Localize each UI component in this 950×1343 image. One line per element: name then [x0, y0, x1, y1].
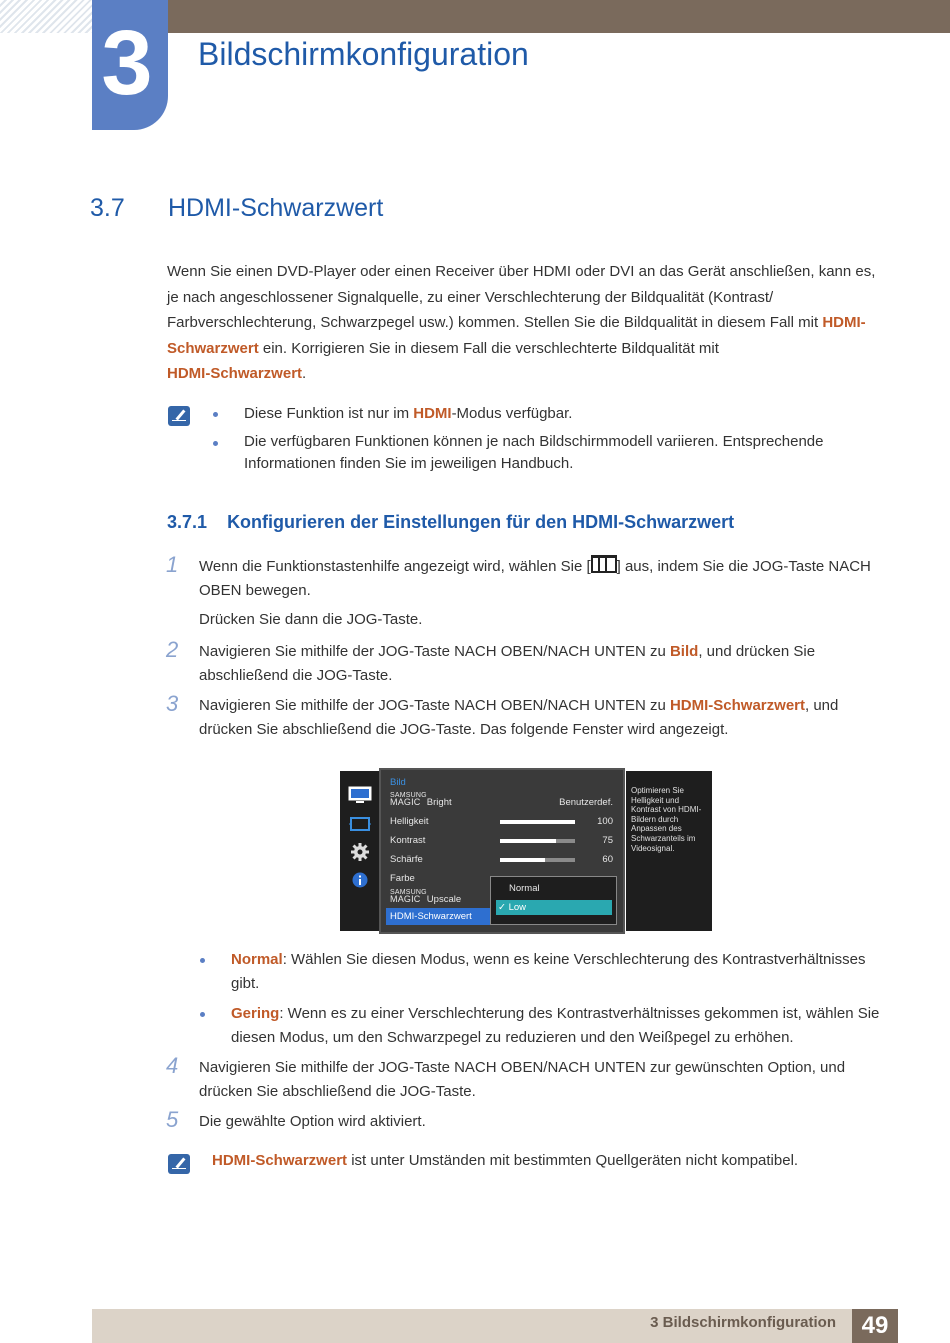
osd-item-hdmi-schwarzwert[interactable]: HDMI-Schwarzwert: [390, 911, 472, 922]
step-2-text: Navigieren Sie mithilfe der JOG-Taste NACH OBEN/NACH UNTEN zu Bild, und drücken Sie abschließend die JOG-Taste.: [199, 643, 816, 684]
osd-bar-fill: [500, 820, 575, 824]
section-number: 3.7: [90, 194, 125, 222]
footer-chapter: 3 Bildschirmkonfiguration: [650, 1314, 836, 1331]
osd-bar-schaerfe: [500, 858, 575, 862]
step-3-text: Navigieren Sie mithilfe der JOG-Taste NACH OBEN/NACH UNTEN zu HDMI-Schwarzwert, und drücken Sie abschließend die JOG-Taste. Das folgende Fenster wird angezeigt.: [199, 697, 839, 738]
chapter-title: Bildschirmkonfiguration: [198, 36, 529, 72]
intro-highlight-2: HDMI-Schwarzwert: [167, 365, 303, 383]
osd-item-magic-bright[interactable]: SAMSUNG MAGIC Bright: [390, 792, 452, 808]
note-bullet-1: Diese Funktion ist nur im HDMI-Modus verfügbar.: [244, 405, 573, 422]
section-title: HDMI-Schwarzwert: [168, 194, 384, 222]
note-icon: [168, 406, 190, 426]
osd-bar-fill: [500, 839, 556, 843]
intro-paragraph: Wenn Sie einen DVD-Player oder einen Receiver über HDMI oder DVI an das Gerät anschließen, kann es, je nach angeschlossener Signalquelle, zu einer Verschlechterung der Bildqualität (Kontrast/ Farbverschlechterung, Schwarzpegel usw.) kommen. Stellen Sie die Bildqualität in diesem Fall mit HDMI-Schwarzwert ein. Korrigieren Sie in diesem Fall die verschlechterte Bildqualität mit HDMI-Schwarzwert.: [167, 263, 876, 383]
step-number: 3: [166, 691, 179, 716]
osd-item-helligkeit[interactable]: Helligkeit: [390, 816, 429, 827]
osd-item-kontrast[interactable]: Kontrast: [390, 835, 426, 846]
step-5-text: Die gewählte Option wird aktiviert.: [199, 1113, 426, 1130]
final-note: HDMI-Schwarzwert ist unter Umständen mit bestimmten Quellgeräten nicht kompatibel.: [212, 1152, 799, 1169]
gear-icon: [351, 843, 369, 861]
option-normal: Normal: Wählen Sie diesen Modus, wenn es keine Verschlechterung des Kontrastverhältnisses gibt.: [231, 951, 866, 992]
osd-bar-kontrast: [500, 839, 575, 843]
page-number: 49: [852, 1309, 898, 1343]
osd-option-low[interactable]: ✓ Low: [498, 902, 527, 913]
subsection-heading: 3.7.1 Konfigurieren der Einstellungen für den HDMI-Schwarzwert: [167, 512, 735, 532]
menu-icon: [591, 555, 617, 573]
bullet-dot: [213, 441, 218, 446]
picture-size-icon: [348, 815, 372, 833]
osd-menu-title: Bild: [390, 777, 406, 788]
osd-bar-helligkeit: [500, 820, 575, 824]
step-1-text: Wenn die Funktionstastenhilfe angezeigt wird, wählen Sie [ ] aus, indem Sie die JOG-Taste NACH OBEN bewegen.: [199, 555, 889, 603]
bullet-dot: [200, 958, 205, 963]
step-number: 4: [166, 1053, 179, 1078]
step-number: 1: [166, 552, 179, 577]
step-number: 5: [166, 1107, 179, 1132]
check-icon: ✓: [498, 902, 506, 913]
chapter-number: 3: [101, 12, 153, 114]
osd-item-schaerfe[interactable]: Schärfe: [390, 854, 423, 865]
osd-value-kontrast: 75: [602, 835, 613, 846]
note-bullet-2: Die verfügbaren Funktionen können je nach Bildschirmmodell variieren. Entsprechende Informationen finden Sie im jeweiligen Handbuch.: [244, 433, 824, 472]
note-icon: [168, 1154, 190, 1174]
osd-option-normal[interactable]: Normal: [509, 883, 540, 894]
osd-item-magic-upscale[interactable]: SAMSUNG MAGIC Upscale: [390, 889, 462, 905]
osd-value-schaerfe: 60: [602, 854, 613, 865]
osd-bar-fill: [500, 858, 545, 862]
option-gering: Gering: Wenn es zu einer Verschlechterung des Kontrastverhältnisses gekommen ist, wählen Sie diesen Modus, um den Schwarzpegel zu reduzieren und den Weißpegel zu erhöhen.: [231, 1005, 880, 1046]
osd-help-text: Optimieren Sie Helligkeit und Kontrast von HDMI-Bildern durch Anpassen des Schwarzanteils im Videosignal.: [631, 786, 702, 853]
bullet-dot: [213, 412, 218, 417]
bullet-dot: [200, 1012, 205, 1017]
info-icon: [352, 872, 368, 888]
monitor-icon: [348, 786, 372, 804]
step-number: 2: [166, 637, 179, 662]
step-4-text: Navigieren Sie mithilfe der JOG-Taste NACH OBEN/NACH UNTEN zur gewünschten Option, und drücken Sie abschließend die JOG-Taste.: [199, 1059, 846, 1100]
osd-value-helligkeit: 100: [597, 816, 613, 827]
step-1-sub: Drücken Sie dann die JOG-Taste.: [199, 611, 423, 628]
header-hatch: [0, 0, 92, 33]
osd-value-magic-bright: Benutzerdef.: [559, 797, 613, 808]
intro-highlight-1: HDMI-Schwarzwert: [167, 314, 866, 357]
osd-item-farbe[interactable]: Farbe: [390, 873, 415, 884]
